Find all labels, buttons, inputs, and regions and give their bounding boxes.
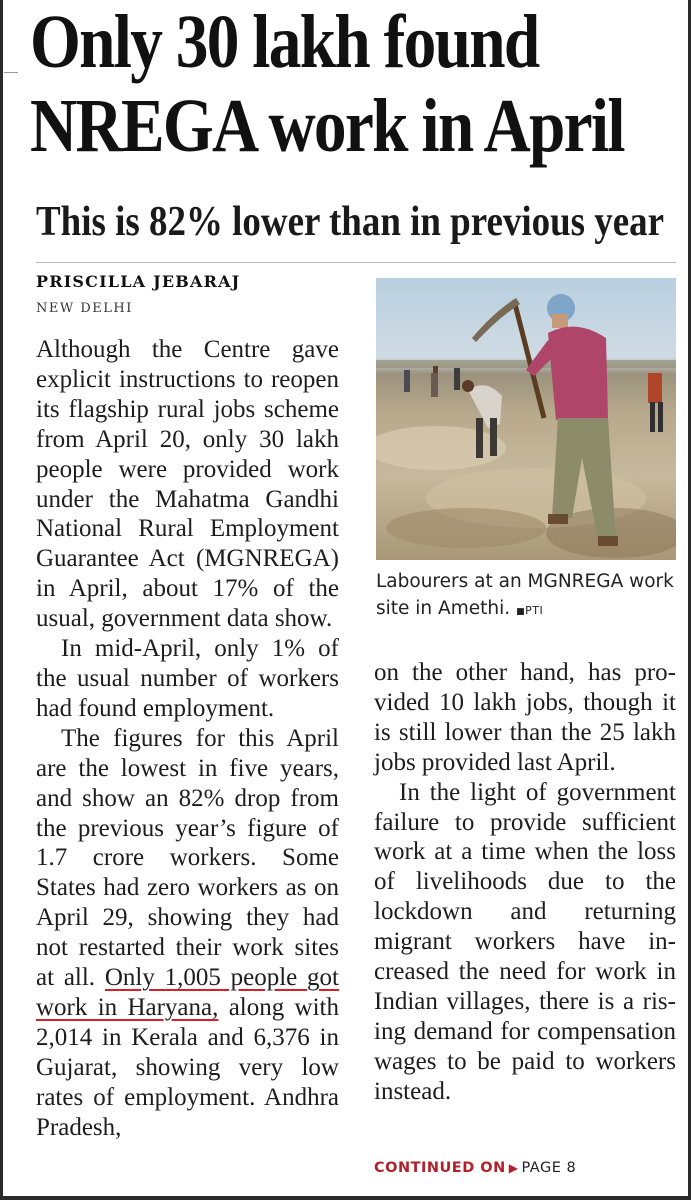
crop-mark: [4, 72, 18, 73]
article-column-1: [36, 335, 339, 1142]
headline-line-2: NREGA work in April: [30, 84, 624, 168]
continued-page: PAGE 8: [521, 1160, 577, 1176]
paragraph-1: Although the Centre gave explicit instructions to reopen its flagship rural jobs scheme from April 20, only 30 lakh people were provided work under the Mahatma Gandhi National Rural Employment Guarantee Act (MGNREGA) in April, about 17% of the usual, government data show.: [36, 336, 339, 633]
photo-credit-text: PTI: [525, 604, 544, 617]
paragraph-5: In the light of government failure to provide sufficient work at a time when the loss of livelihoods due to the lockdown and returning migrant workers have increased the need for work in Indian villages, there is a rising demand for compensation wages to be paid to workers instead.: [374, 778, 676, 1105]
triangle-right-icon: ▶: [508, 1161, 519, 1175]
paragraph-4: on the other hand, has provided 10 lakh jobs, though it is still lower than the 25 lakh jobs provided last April.: [374, 659, 676, 776]
subheadline: This is 82% lower than in previous year: [36, 199, 665, 245]
paragraph-3-text-b: along with 2,014 in Kerala and 6,376 in Gujarat, showing very low rates of employment. Andhra Pradesh,: [36, 993, 339, 1141]
paragraph-3-text-a: The figures for this April are the lowest in five years, and show an 82% drop from the previous year’s figure of 1.7 crore workers. Some States had zero workers as on April 29, showing they had not restarted their work sites at all.: [36, 724, 339, 992]
headline: [30, 0, 624, 168]
caption-text: Labourers at an MGNREGA work site in Amethi.: [376, 571, 674, 619]
headline-line-1: Only 30 lakh found: [30, 0, 539, 84]
byline: PRISCILLA JEBARAJ: [36, 272, 241, 291]
news-photo: [376, 278, 676, 560]
photo-credit: [516, 604, 543, 617]
highlighted-sentence: Only 1,005 people got work in Haryana,: [36, 964, 340, 1021]
paragraph-3: [36, 724, 339, 1143]
article-column-2: [374, 658, 676, 1107]
labourers-photo-illustration: [376, 278, 676, 560]
divider-rule: [36, 262, 676, 263]
page-border-bottom: [0, 1196, 691, 1200]
continued-label: CONTINUED ON: [374, 1160, 506, 1176]
photo-caption: [376, 568, 676, 626]
paragraph-2: In mid-April, only 1% of the usual number of workers had found employment.: [36, 635, 339, 722]
dateline: NEW DELHI: [36, 301, 133, 316]
continued-on-jump-line[interactable]: [374, 1160, 576, 1176]
page-border-left: [0, 0, 3, 1200]
square-bullet-icon: ■: [516, 607, 526, 617]
